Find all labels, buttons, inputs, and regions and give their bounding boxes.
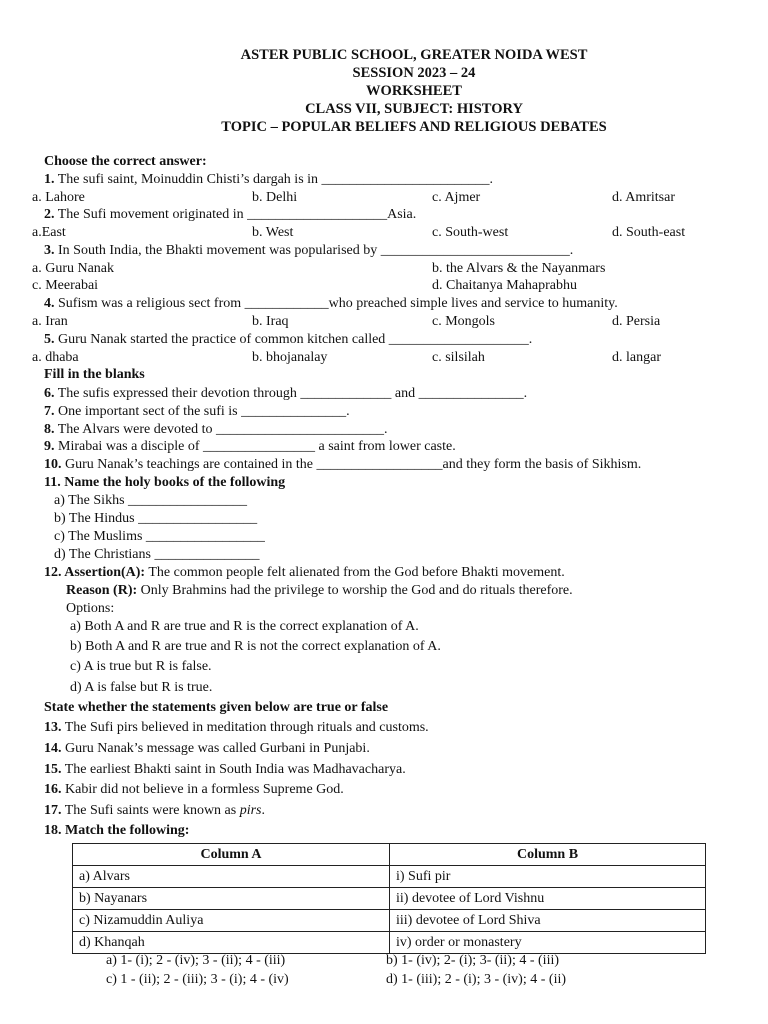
column-b-cell: iii) devotee of Lord Shiva [390, 910, 706, 932]
class-subject: CLASS VII, SUBJECT: HISTORY [305, 101, 523, 117]
question-text: Kabir did not believe in a formless Supreme God. [61, 782, 344, 797]
question-3 [44, 242, 573, 260]
ar-option-c: c) A is true but R is false. [70, 659, 212, 674]
options-label: Options: [66, 601, 115, 616]
reason-label: Reason (R): [66, 583, 138, 598]
italic-term: pirs [239, 803, 262, 818]
question-number: 1. [44, 172, 55, 187]
column-a-cell: b) Nayanars [73, 888, 390, 910]
question-text: The earliest Bhakti saint in South India was Madhavacharya. [61, 762, 406, 777]
question-text: The sufis expressed their devotion through _____________ and _______________. [54, 386, 528, 401]
ar-option-b: b) Both A and R are true and R is not the correct explanation of A. [70, 639, 441, 654]
question-text: Match the following: [61, 823, 190, 838]
question-2 [44, 206, 416, 224]
assertion-line [44, 564, 565, 582]
option-c: c. Mongols [432, 314, 495, 329]
fill-item-6 [44, 385, 527, 403]
question-text: Sufism was a religious sect from ____________who preached simple lives and service to humanity. [54, 296, 618, 311]
tf-item-17 [44, 802, 265, 820]
question-number: 4. [44, 296, 55, 311]
question-text: The Alvars were devoted to ________________________. [54, 422, 388, 437]
option-c: c. Meerabai [32, 278, 99, 293]
column-a-cell: a) Alvars [73, 866, 390, 888]
option-b: b. Delhi [252, 190, 298, 205]
question-number: 7. [44, 404, 55, 419]
fill-item-10 [44, 456, 641, 474]
assertion-label: Assertion(A): [61, 565, 146, 580]
match-heading [44, 822, 189, 840]
option-b: b. the Alvars & the Nayanmars [432, 261, 606, 276]
holy-item-hindus: b) The Hindus _________________ [54, 511, 258, 526]
question-number: 16. [44, 782, 62, 797]
table-row [73, 866, 706, 888]
question-number: 11. [44, 475, 61, 490]
topic: TOPIC – POPULAR BELIEFS AND RELIGIOUS DEBATES [221, 119, 607, 135]
question-number: 14. [44, 741, 62, 756]
question-number: 15. [44, 762, 62, 777]
column-b-header: Column B [390, 844, 706, 866]
question-text: Guru Nanak’s teachings are contained in the __________________and they form the basis of Sikhism. [61, 457, 642, 472]
tf-item-13 [44, 719, 429, 737]
column-a-cell: c) Nizamuddin Auliya [73, 910, 390, 932]
option-c: c. Ajmer [432, 190, 481, 205]
reason-line [66, 582, 573, 600]
question-number: 3. [44, 243, 55, 258]
option-d: d. South-east [612, 225, 686, 240]
reason-text: Only Brahmins had the privilege to worship the God and do rituals therefore. [137, 583, 573, 598]
option-a: a. Guru Nanak [32, 261, 115, 276]
school-name: ASTER PUBLIC SCHOOL, GREATER NOIDA WEST [240, 47, 588, 63]
option-a: a. Lahore [32, 190, 85, 205]
question-1 [44, 171, 493, 189]
question-number: 2. [44, 207, 55, 222]
question-4 [44, 295, 618, 313]
question-text: The sufi saint, Moinuddin Chisti’s dargah is in ________________________. [54, 172, 494, 187]
worksheet-header [0, 46, 768, 136]
question-number: 10. [44, 457, 62, 472]
column-a-header: Column A [73, 844, 390, 866]
column-b-cell: i) Sufi pir [390, 866, 706, 888]
session: SESSION 2023 – 24 [352, 65, 476, 81]
question-text: The Sufi saints were known as [61, 803, 240, 818]
match-option-d: d) 1- (iii); 2 - (i); 3 - (iv); 4 - (ii) [386, 972, 567, 987]
option-d: d. Amritsar [612, 190, 675, 205]
option-b: b. West [252, 225, 294, 240]
table-row [73, 932, 706, 954]
question-number: 12. [44, 565, 62, 580]
column-b-cell: ii) devotee of Lord Vishnu [390, 888, 706, 910]
table-header-row [73, 844, 706, 866]
question-text: Guru Nanak started the practice of common kitchen called ____________________. [54, 332, 533, 347]
match-table [72, 843, 706, 954]
column-a-cell: d) Khanqah [73, 932, 390, 954]
fill-item-8 [44, 421, 387, 439]
tf-item-14 [44, 740, 370, 758]
assertion-text: The common people felt alienated from the God before Bhakti movement. [145, 565, 565, 580]
option-b: b. Iraq [252, 314, 289, 329]
question-text: One important sect of the sufi is _______________. [54, 404, 350, 419]
tf-item-15 [44, 761, 406, 779]
ar-option-a: a) Both A and R are true and R is the correct explanation of A. [70, 619, 419, 634]
option-b: b. bhojanalay [252, 350, 328, 365]
option-a: a.East [32, 225, 66, 240]
mcq-heading: Choose the correct answer: [44, 154, 207, 169]
option-d: d. Chaitanya Mahaprabhu [432, 278, 578, 293]
fill-item-7 [44, 403, 350, 421]
worksheet-type: WORKSHEET [366, 83, 462, 99]
question-number: 8. [44, 422, 55, 437]
option-d: d. langar [612, 350, 661, 365]
option-c: c. South-west [432, 225, 509, 240]
option-d: d. Persia [612, 314, 661, 329]
fill-item-9 [44, 438, 456, 456]
question-text: Mirabai was a disciple of ________________ a saint from lower caste. [54, 439, 456, 454]
question-text: Guru Nanak’s message was called Gurbani in Punjabi. [61, 741, 370, 756]
question-number: 6. [44, 386, 55, 401]
match-option-c: c) 1 - (ii); 2 - (iii); 3 - (i); 4 - (iv) [106, 972, 289, 987]
holy-books-heading [44, 474, 285, 492]
match-option-a: a) 1- (i); 2 - (iv); 3 - (ii); 4 - (iii) [106, 953, 286, 968]
option-a: a. dhaba [32, 350, 79, 365]
question-text: In South India, the Bhakti movement was popularised by ___________________________. [54, 243, 574, 258]
match-option-b: b) 1- (iv); 2- (i); 3- (ii); 4 - (iii) [386, 953, 560, 968]
question-text: The Sufi pirs believed in meditation through rituals and customs. [61, 720, 429, 735]
question-number: 13. [44, 720, 62, 735]
tf-item-16 [44, 781, 344, 799]
question-5 [44, 331, 532, 349]
question-number: 9. [44, 439, 55, 454]
question-number: 5. [44, 332, 55, 347]
question-number: 18. [44, 823, 62, 838]
holy-item-muslims: c) The Muslims _________________ [54, 529, 265, 544]
question-text: The Sufi movement originated in ____________________Asia. [54, 207, 417, 222]
option-a: a. Iran [32, 314, 68, 329]
fill-heading: Fill in the blanks [44, 367, 145, 382]
question-number: 17. [44, 803, 62, 818]
column-b-cell: iv) order or monastery [390, 932, 706, 954]
ar-option-d: d) A is false but R is true. [70, 680, 213, 695]
holy-item-christians: d) The Christians _______________ [54, 547, 260, 562]
holy-item-sikhs: a) The Sikhs _________________ [54, 493, 248, 508]
sentence-end: . [261, 803, 266, 818]
option-c: c. silsilah [432, 350, 485, 365]
table-row [73, 888, 706, 910]
true-false-heading: State whether the statements given below are true or false [44, 700, 389, 715]
table-row [73, 910, 706, 932]
question-text: Name the holy books of the following [60, 475, 286, 490]
